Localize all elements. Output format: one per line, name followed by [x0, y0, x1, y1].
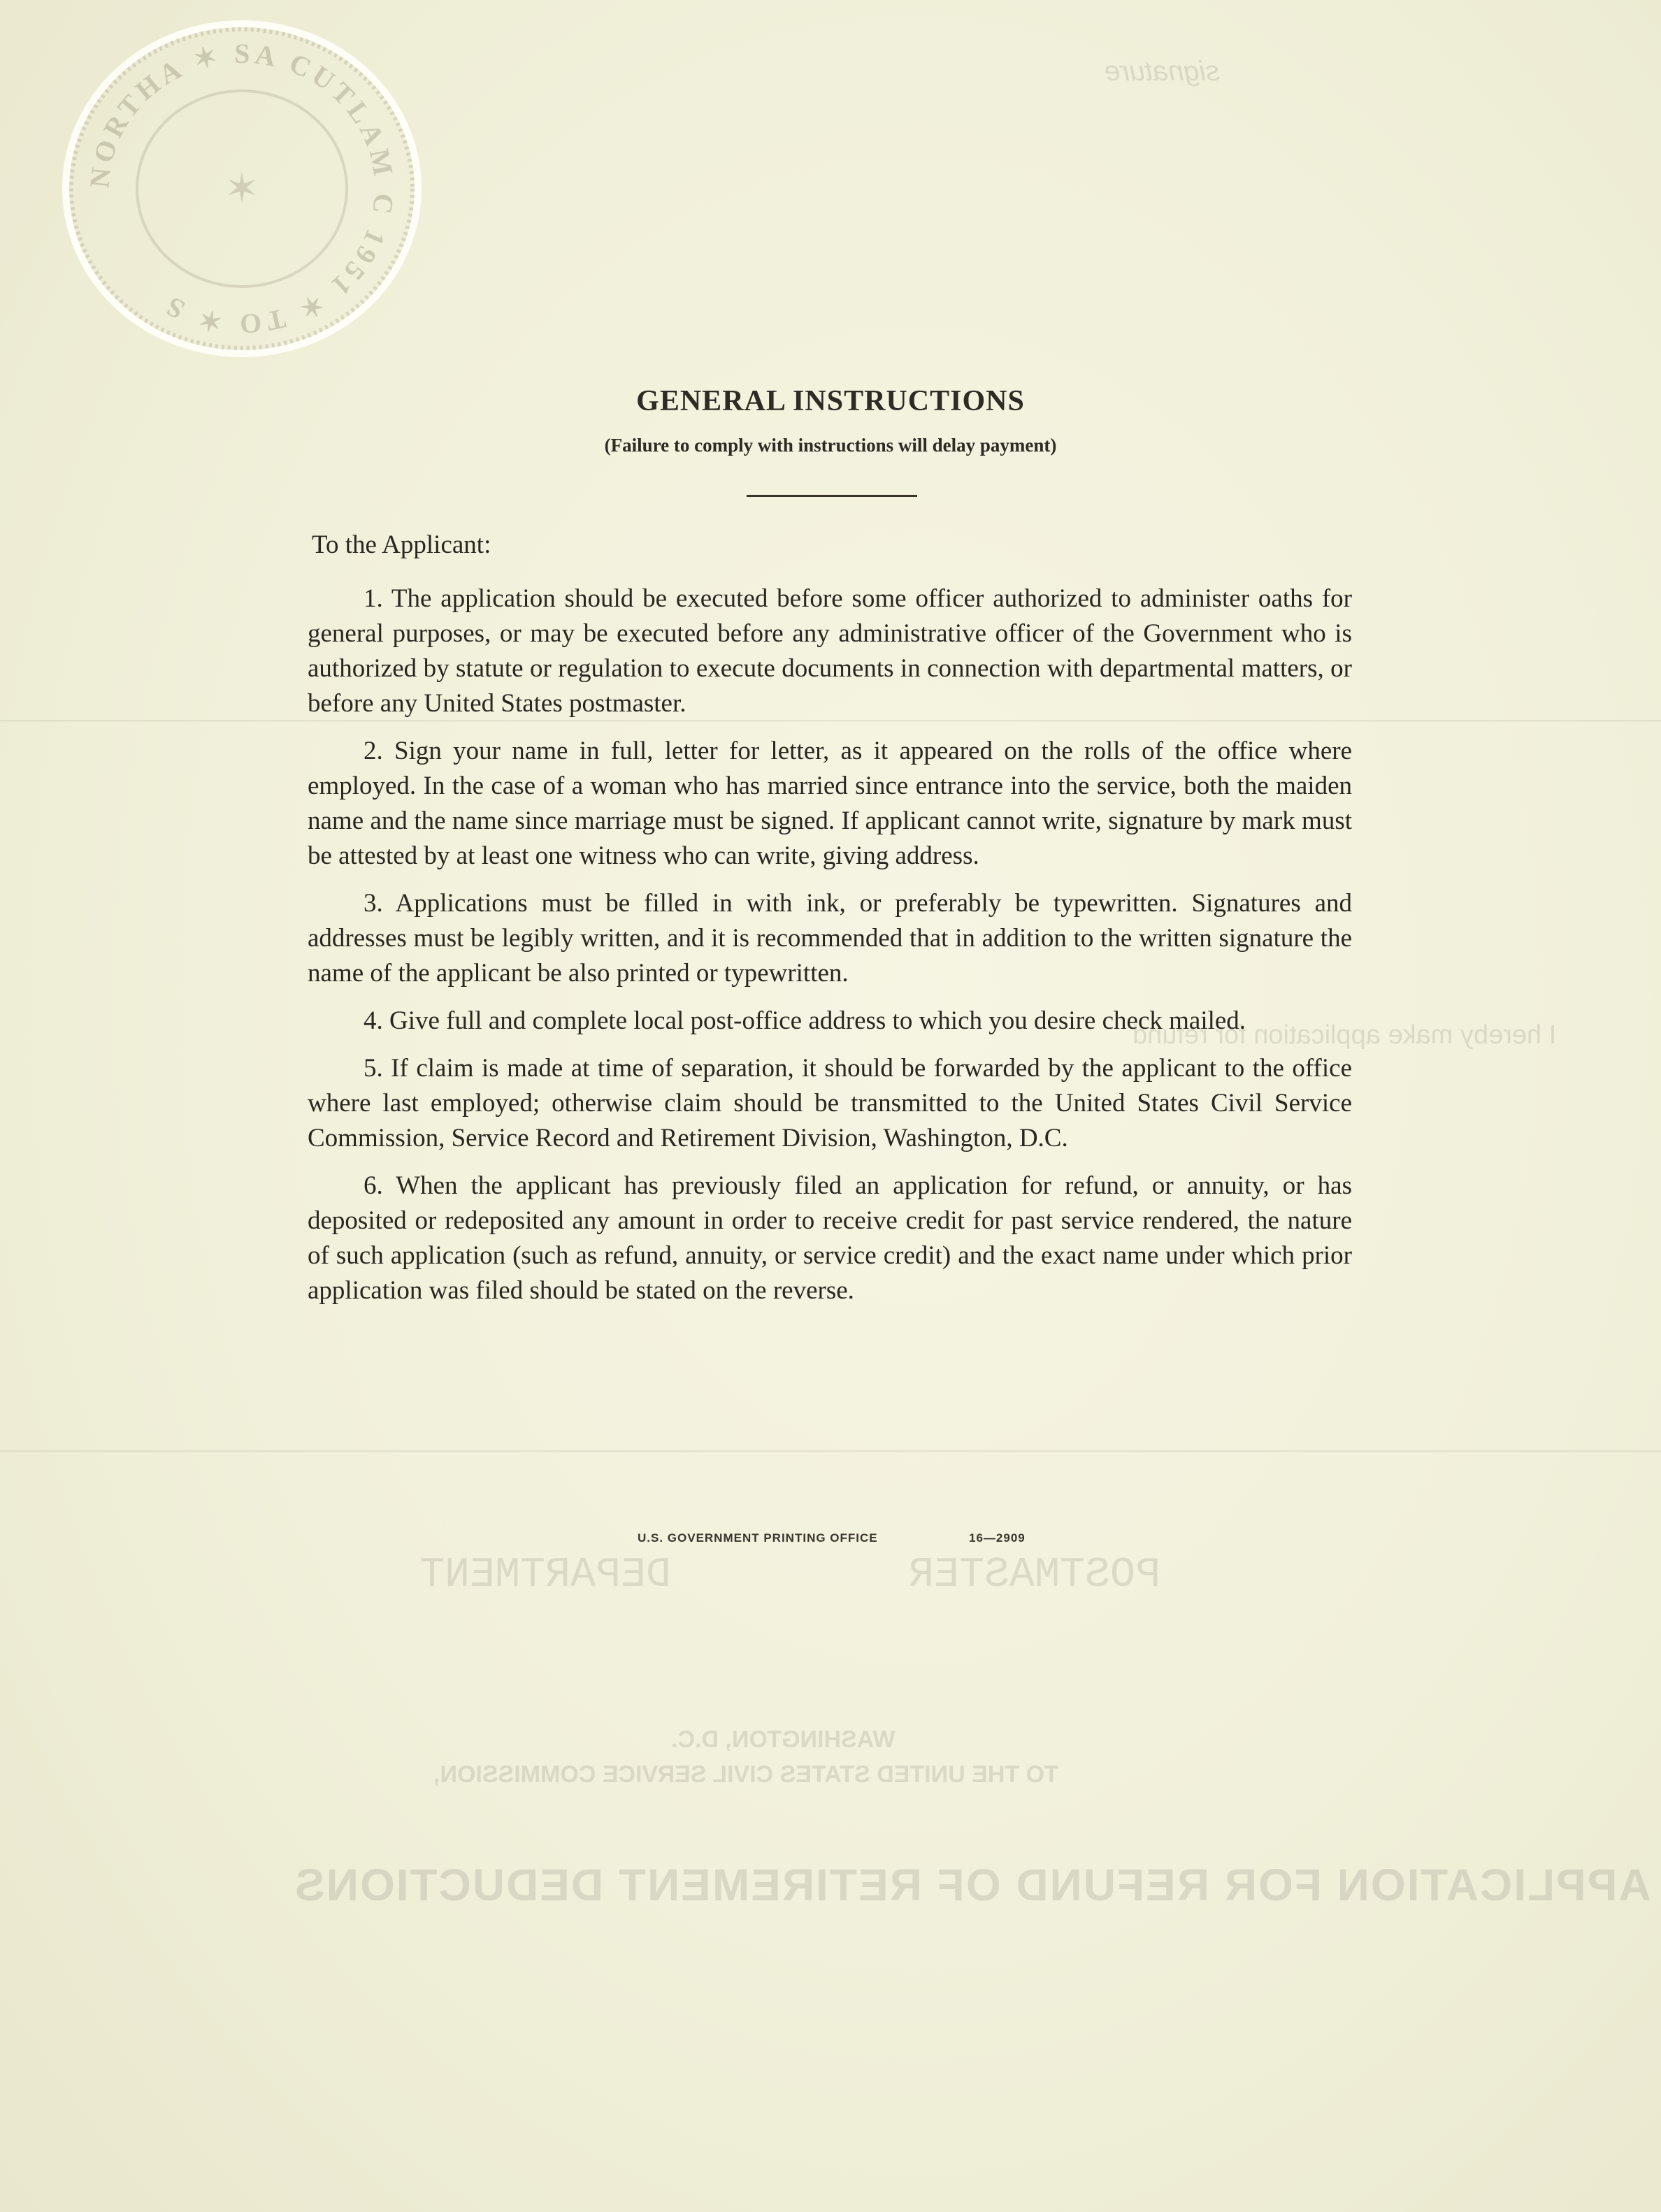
svg-text:NORTHA ✶ SA CUTLAM C 1951 ✶ TO: NORTHA ✶ SA CUTLAM C 1951 ✶ TO ✶ S [83, 37, 401, 340]
printer-imprint: U.S. GOVERNMENT PRINTING OFFICE [638, 1531, 878, 1545]
bleed-through-text: TO THE UNITED STATES CIVIL SERVICE COMMISSION, [433, 1761, 1059, 1788]
bleed-through-text: DEPARTMENT [419, 1552, 672, 1599]
page-subtitle: (Failure to comply with instructions will delay payment) [604, 435, 1057, 456]
page-title: GENERAL INSTRUCTIONS [636, 385, 1025, 417]
bleed-through-text: APPLICATION FOR REFUND OF RETIREMENT DEDUCTIONS [294, 1860, 1651, 1910]
instruction-item: 6. When the applicant has previously filed an application for refund, or annuity, or has deposited or redeposited any amount in order to receive credit for past service rendered, the nature of such application (such as refund, annuity, or service credit) and the exact name under which prior application was filed should be stated on the reverse. [308, 1171, 1352, 1305]
embossed-seal [53, 14, 431, 363]
instructions-list [308, 581, 1352, 1321]
instruction-item: 4. Give full and complete local post-office address to which you desire check mailed. [364, 1006, 1246, 1035]
bleed-through-text: signature [1105, 56, 1220, 87]
instruction-item: 3. Applications must be filled in with ink, or preferably be typewritten. Signatures and addresses must be legibly written, and it is recommended that in addition to the written signature the name of the applicant be also printed or typewritten. [308, 889, 1352, 988]
svg-text:✶: ✶ [224, 166, 260, 212]
bleed-through-text: WASHINGTON, D.C. [671, 1726, 896, 1753]
instruction-item: 1. The application should be executed before some officer authorized to administer oaths for general purposes, or may be executed before any administrative officer of the Government who is authorized by statute or regulation to execute documents in connection with departmental matters, or before any United States postmaster. [308, 584, 1352, 718]
bleed-through-text: I hereby make application for refund [1132, 1020, 1557, 1050]
form-number: 16—2909 [969, 1531, 1026, 1545]
title-divider [747, 495, 917, 497]
salutation: To the Applicant: [312, 530, 491, 559]
instruction-item: 2. Sign your name in full, letter for letter, as it appeared on the rolls of the office where employed. In the case of a woman who has married since entrance into the service, both the maiden name and the name since marriage must be signed. If applicant cannot write, signature by mark must be attested by at least one witness who can write, giving address. [308, 737, 1352, 870]
fold-line [0, 1450, 1661, 1452]
bleed-through-text: POSTMASTER [909, 1552, 1161, 1599]
instruction-item: 5. If claim is made at time of separation, it should be forwarded by the applicant to the office where last employed; otherwise claim should be transmitted to the United States Civil Service Commission, Service Record and Retirement Division, Washington, D.C. [308, 1054, 1352, 1152]
